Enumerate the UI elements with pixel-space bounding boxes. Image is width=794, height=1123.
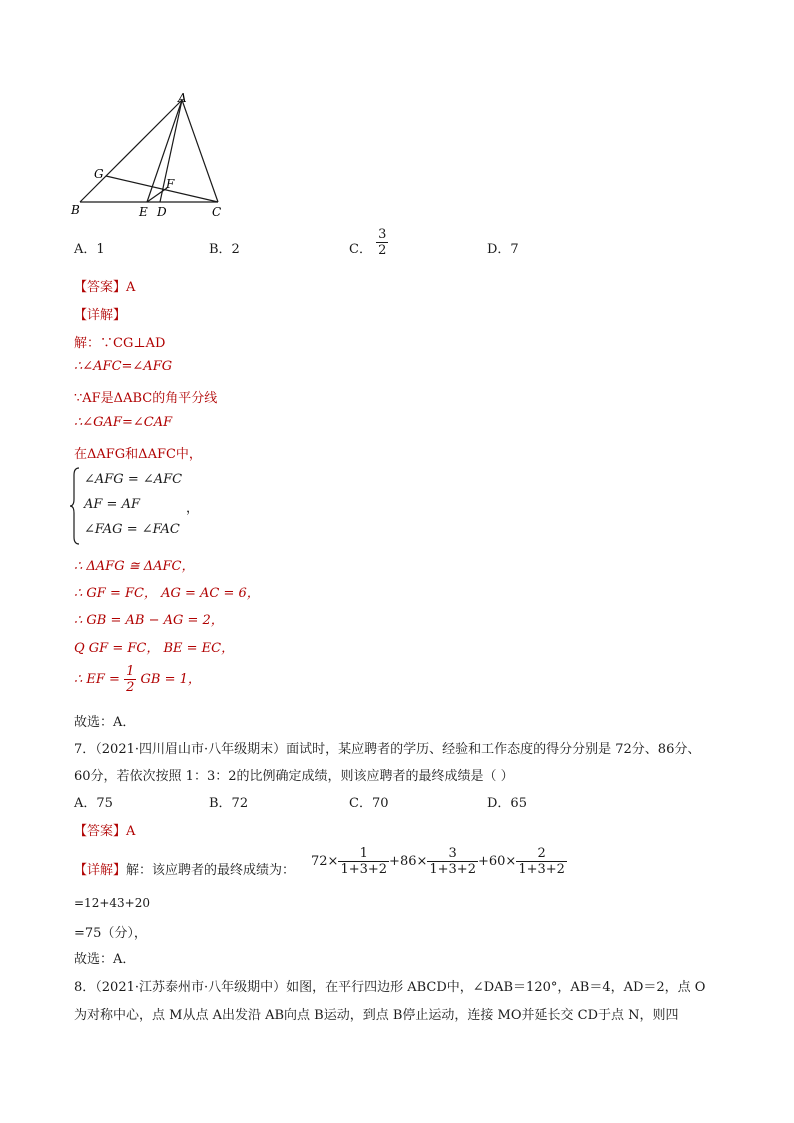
formula-fraction-3 [516,846,567,877]
fraction-numerator: 1 [338,846,389,862]
formula-term-2: +86× [389,854,428,869]
system-comma: ， [186,501,200,516]
q6-step-10 [74,664,201,695]
q7-option-c: C．70 [349,796,389,811]
fraction-numerator: 3 [378,227,387,242]
label-e: E [139,205,148,219]
segment-ac [182,100,218,202]
triangle-figure [60,90,240,225]
q6-option-a: A．1 [74,242,105,257]
system-eq-2: AF = AF [84,497,140,512]
q6-step-6: ∴ ΔAFG ≅ ΔAFC， [74,559,195,574]
q7-detail-line [74,859,295,878]
label-a: A [178,91,187,105]
formula-term-3: +60× [477,854,517,869]
q6-step-2: ∴∠AFC=∠AFG [74,359,173,374]
fraction-denominator: 1+3+2 [340,862,388,877]
q7-calc-line-1: =12+43+20 [74,896,150,910]
system-eq-3: ∠FAG = ∠FAC [84,522,180,537]
q8-stem-line-2: 为对称中心，点 M从点 A出发沿 AB向点 B运动，到点 B停止运动，连接 MO并延长交 CD于点 N，则四 [74,1008,679,1023]
step-10-prefix: ∴ EF = [74,672,120,687]
q7-calc-line-2: =75（分）， [74,926,147,941]
q7-conclusion: 故选：A． [74,952,136,967]
q6-step-9: Q GF = FC， BE = EC， [74,641,235,656]
segment-gc [106,176,218,202]
q7-answer: 【答案】A [74,824,136,839]
q6-option-c [349,227,388,258]
left-brace-icon [70,467,80,545]
q6-step-1: 解：∵CG⊥AD [74,336,166,351]
q6-step-7: ∴ GF = FC， AG = AC = 6， [74,586,260,601]
q6-conclusion: 故选：A． [74,715,136,730]
label-b: B [71,203,80,217]
label-g: G [94,167,104,181]
step-10-fraction [124,664,136,695]
q6-option-c-fraction [376,227,388,258]
fraction-numerator: 1 [126,664,135,679]
formula-term-1: 72× [311,854,339,869]
label-f: F [166,177,175,191]
fraction-numerator: 3 [427,846,478,862]
q6-step-8: ∴ GB = AB − AG = 2， [74,613,224,628]
label-c: C [212,205,222,219]
fraction-denominator: 1+3+2 [518,862,565,877]
q6-step-5: 在ΔAFG和ΔAFC中， [74,447,202,462]
q6-option-c-label: C． [349,242,372,257]
q6-step-4: ∴∠GAF=∠CAF [74,415,173,430]
q6-option-b: B．2 [209,242,240,257]
fraction-denominator: 1+3+2 [429,862,476,877]
q6-detail-heading: 【详解】 [74,308,127,323]
step-10-suffix: GB = 1， [140,672,201,687]
q8-stem-line-1: 8．（2021·江苏泰州市·八年级期中）如图，在平行四边形 ABCD中，∠DAB＝120°，AB＝4，AD＝2，点 O [74,980,706,995]
q7-option-d: D．65 [487,796,527,811]
formula-fraction-1 [338,846,389,877]
q7-formula [311,846,567,877]
q7-stem-line-1: 7．（2021·四川眉山市·八年级期末）面试时，某应聘者的学历、经验和工作态度的得分分别是 72分、86分、 [74,742,701,757]
q7-detail-text: 解：该应聘者的最终成绩为： [126,863,296,878]
fraction-denominator: 2 [378,243,387,258]
q7-stem-line-2: 60分，若依次按照 1：3：2的比例确定成绩，则该应聘者的最终成绩是（ ） [74,769,514,784]
q6-step-3: ∵AF是ΔABC的角平分线 [74,391,218,406]
system-eq-1: ∠AFG = ∠AFC [84,472,183,487]
fraction-denominator: 2 [126,680,135,695]
q7-detail-heading: 【详解】 [74,863,127,878]
formula-fraction-2 [427,846,478,877]
q6-answer: 【答案】A [74,280,136,295]
fraction-numerator: 2 [516,846,567,862]
q7-option-b: B．72 [209,796,249,811]
label-d: D [157,205,167,219]
q7-option-a: A．75 [74,796,113,811]
q6-option-d: D．7 [487,242,519,257]
